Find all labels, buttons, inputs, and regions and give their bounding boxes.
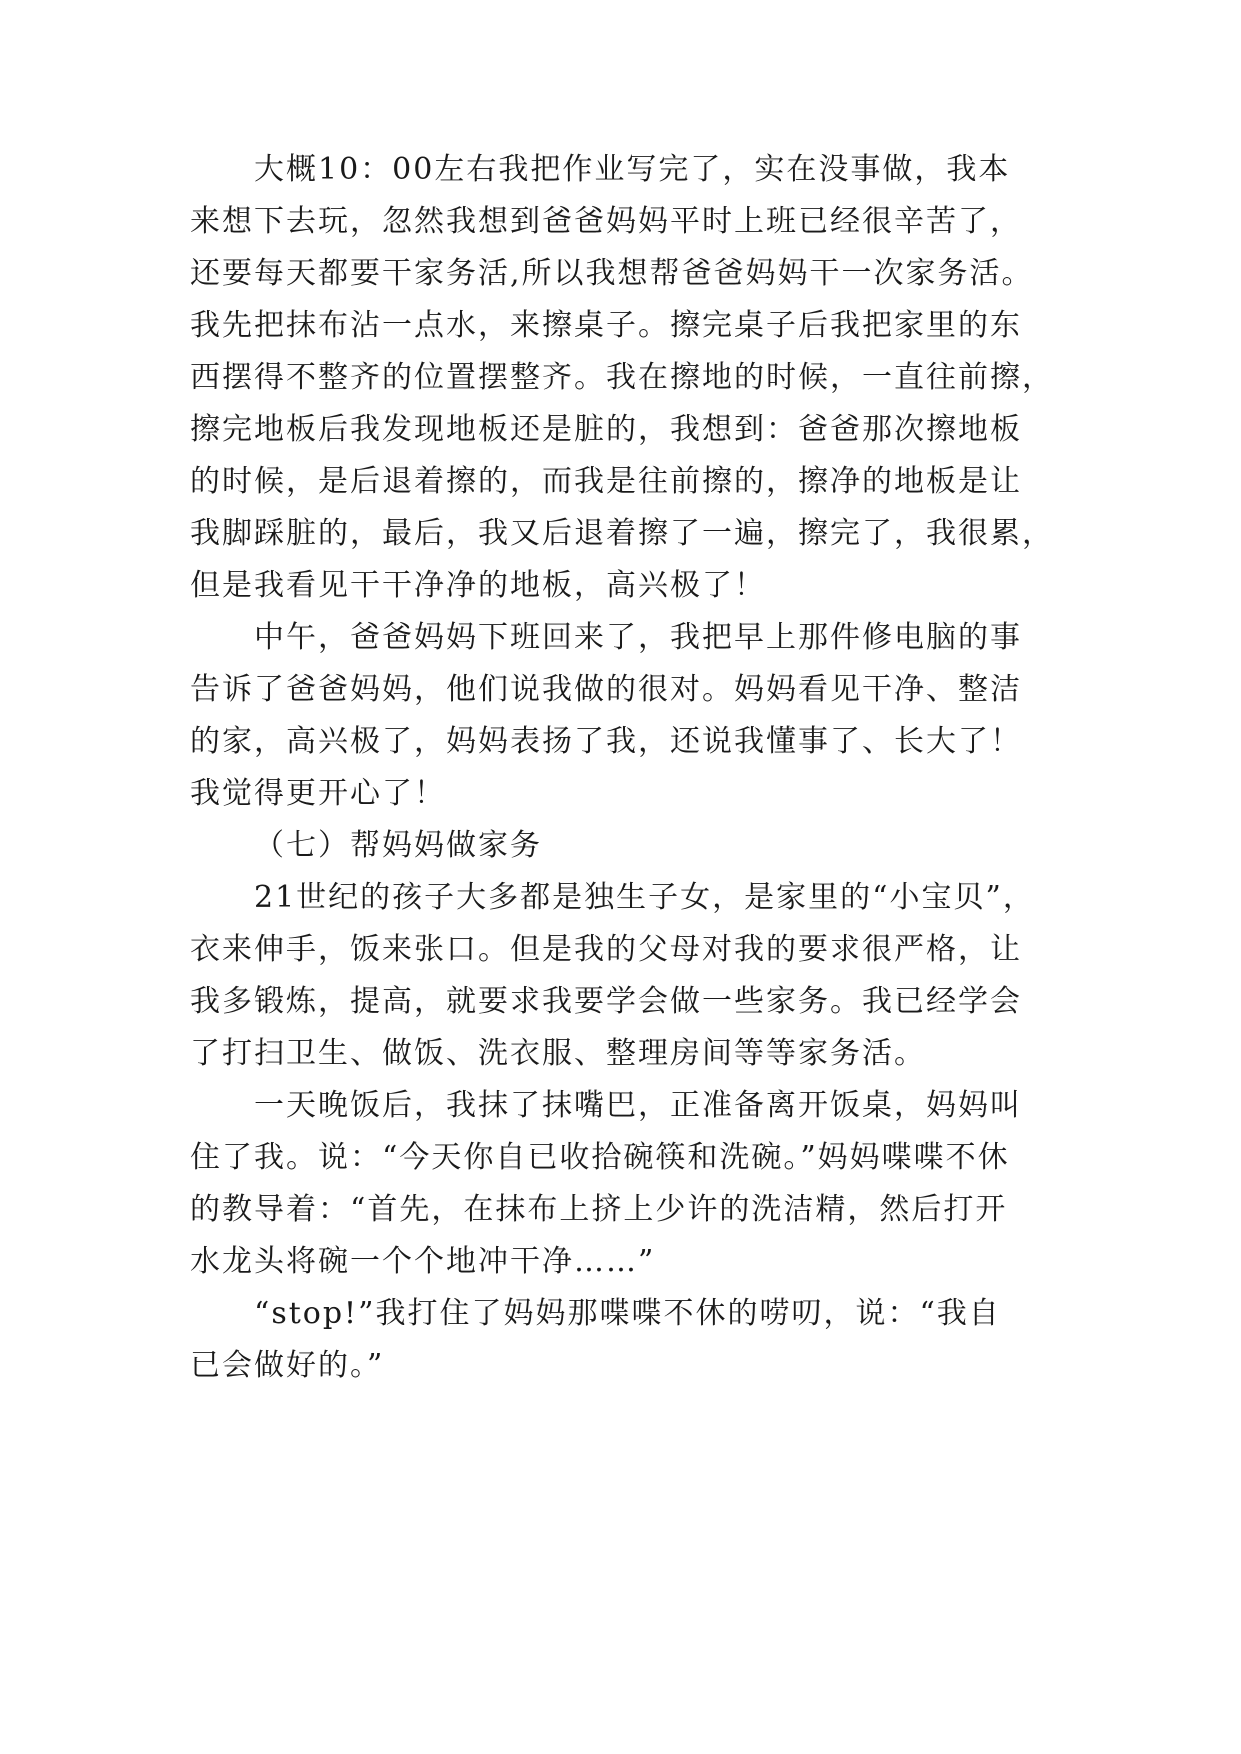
text-line-20: 住了我。说：“今天你自已收拾碗筷和洗碗。”妈妈喋喋不休 — [190, 1140, 1010, 1175]
text-line-15: 21世纪的孩子大多都是独生子女，是家里的“小宝贝”， — [254, 880, 1035, 915]
text-line-19: 一天晚饭后，我抹了抹嘴巴，正准备离开饭桌，妈妈叫 — [254, 1088, 1022, 1123]
text-line-5: 西摆得不整齐的位置摆整齐。我在擦地的时候，一直往前擦， — [190, 360, 1054, 395]
text-line-7: 的时候，是后退着擦的，而我是往前擦的，擦净的地板是让 — [190, 464, 1022, 499]
text-line-9: 但是我看见干干净净的地板，高兴极了！ — [190, 568, 766, 603]
text-line-24: 已会做好的。” — [190, 1348, 385, 1383]
text-line-8: 我脚踩脏的，最后，我又后退着擦了一遍，擦完了，我很累， — [190, 516, 1054, 551]
text-line-18: 了打扫卫生、做饭、洗衣服、整理房间等等家务活。 — [190, 1036, 926, 1071]
text-line-22: 水龙头将碗一个个地冲干净……” — [190, 1244, 656, 1279]
text-line-3: 还要每天都要干家务活,所以我想帮爸爸妈妈干一次家务活。 — [190, 256, 1034, 291]
text-line-13: 我觉得更开心了！ — [190, 776, 446, 811]
text-line-1: 大概10：00左右我把作业写完了，实在没事做，我本 — [254, 152, 1011, 187]
text-line-12: 的家，高兴极了，妈妈表扬了我，还说我懂事了、长大了！ — [190, 724, 1022, 759]
section-heading: （七）帮妈妈做家务 — [254, 828, 542, 863]
text-line-17: 我多锻炼，提高，就要求我要学会做一些家务。我已经学会 — [190, 984, 1022, 1019]
text-line-11: 告诉了爸爸妈妈，他们说我做的很对。妈妈看见干净、整洁 — [190, 672, 1022, 707]
text-line-23: “stop!”我打住了妈妈那喋喋不休的唠叨，说：“我自 — [254, 1296, 1001, 1331]
text-line-4: 我先把抹布沾一点水，来擦桌子。擦完桌子后我把家里的东 — [190, 308, 1022, 343]
text-line-2: 来想下去玩，忽然我想到爸爸妈妈平时上班已经很辛苦了， — [190, 204, 1022, 239]
text-line-21: 的教导着：“首先，在抹布上挤上少许的洗洁精，然后打开 — [190, 1192, 1008, 1227]
text-line-6: 擦完地板后我发现地板还是脏的，我想到：爸爸那次擦地板 — [190, 412, 1022, 447]
text-line-16: 衣来伸手，饭来张口。但是我的父母对我的要求很严格，让 — [190, 932, 1022, 967]
text-line-10: 中午，爸爸妈妈下班回来了，我把早上那件修电脑的事 — [254, 620, 1022, 655]
